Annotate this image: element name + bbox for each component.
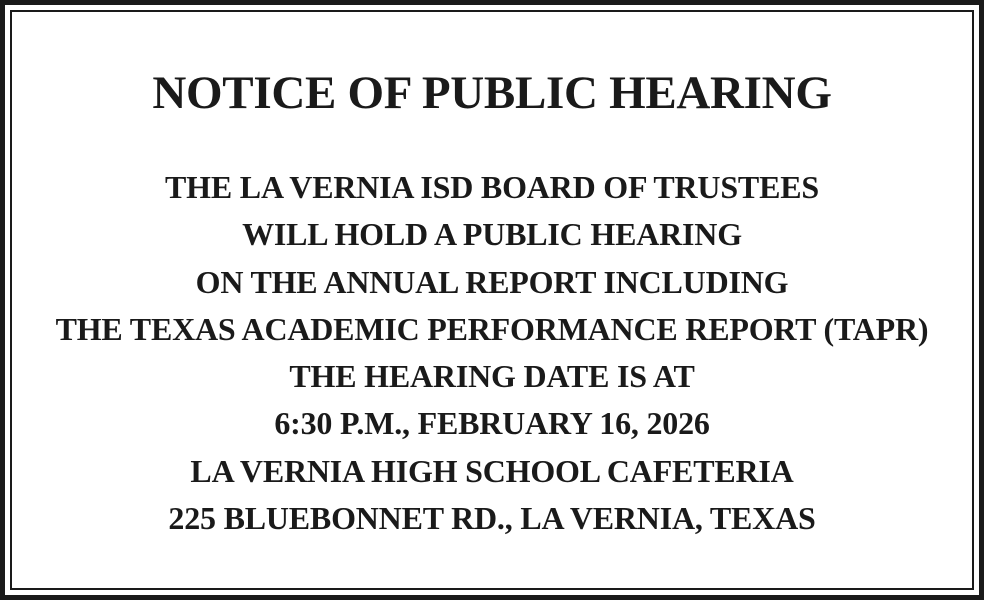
notice-line-date-intro: THE HEARING DATE IS AT [289, 358, 695, 395]
notice-line-address: 225 BLUEBONNET RD., LA VERNIA, TEXAS [168, 500, 816, 537]
notice-line-tapr: THE TEXAS ACADEMIC PERFORMANCE REPORT (TAPR) [55, 310, 929, 347]
notice-line-location: LA VERNIA HIGH SCHOOL CAFETERIA [190, 452, 794, 489]
notice-line-hearing: WILL HOLD A PUBLIC HEARING [242, 216, 742, 253]
notice-line-board: THE LA VERNIA ISD BOARD OF TRUSTEES [165, 169, 819, 205]
notice-line-datetime: 6:30 P.M., FEBRUARY 16, 2026 [274, 405, 710, 442]
notice-title: NOTICE OF PUBLIC HEARING [152, 67, 832, 119]
notice-line-annual-report: ON THE ANNUAL REPORT INCLUDING [195, 263, 789, 300]
notice-body [0, 164, 984, 542]
